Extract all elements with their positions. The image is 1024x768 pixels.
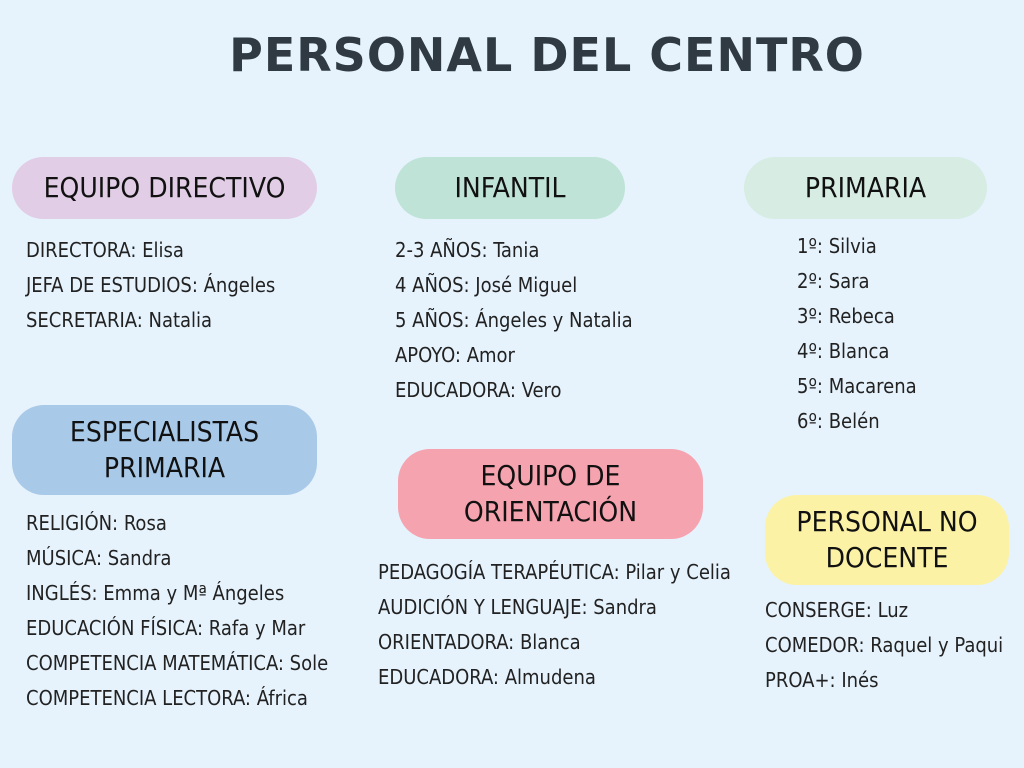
staff-entry: SECRETARIA: Natalia bbox=[26, 308, 213, 332]
primaria-heading: PRIMARIA bbox=[744, 157, 987, 219]
staff-entry: 6º: Belén bbox=[797, 409, 880, 433]
staff-entry: MÚSICA: Sandra bbox=[26, 546, 172, 570]
staff-entry: EDUCADORA: Vero bbox=[395, 378, 562, 402]
staff-entry: JEFA DE ESTUDIOS: Ángeles bbox=[26, 273, 276, 297]
staff-entry: 4 AÑOS: José Miguel bbox=[395, 273, 578, 297]
especialistas-list bbox=[26, 506, 328, 716]
staff-entry: COMEDOR: Raquel y Paqui bbox=[765, 633, 1004, 657]
staff-entry: 3º: Rebeca bbox=[797, 304, 895, 328]
staff-entry: PROA+: Inés bbox=[765, 668, 879, 692]
staff-entry: 5 AÑOS: Ángeles y Natalia bbox=[395, 308, 633, 332]
staff-entry: ORIENTADORA: Blanca bbox=[378, 630, 581, 654]
staff-entry: INGLÉS: Emma y Mª Ángeles bbox=[26, 581, 285, 605]
equipo-directivo-heading: EQUIPO DIRECTIVO bbox=[12, 157, 317, 219]
equipo-directivo-list bbox=[26, 233, 275, 338]
orientacion-heading: EQUIPO DE ORIENTACIÓN bbox=[398, 449, 703, 539]
staff-entry: EDUCACIÓN FÍSICA: Rafa y Mar bbox=[26, 616, 306, 640]
staff-entry: 5º: Macarena bbox=[797, 374, 917, 398]
no-docente-heading: PERSONAL NO DOCENTE bbox=[765, 495, 1009, 585]
staff-entry: COMPETENCIA LECTORA: África bbox=[26, 686, 308, 710]
infantil-list bbox=[395, 233, 633, 408]
staff-entry: PEDAGOGÍA TERAPÉUTICA: Pilar y Celia bbox=[378, 560, 731, 584]
primaria-list bbox=[797, 229, 917, 439]
staff-entry: 1º: Silvia bbox=[797, 234, 877, 258]
staff-entry: AUDICIÓN Y LENGUAJE: Sandra bbox=[378, 595, 657, 619]
staff-entry: 2-3 AÑOS: Tania bbox=[395, 238, 540, 262]
no-docente-list bbox=[765, 593, 1003, 698]
especialistas-heading: ESPECIALISTAS PRIMARIA bbox=[12, 405, 317, 495]
staff-entry: COMPETENCIA MATEMÁTICA: Sole bbox=[26, 651, 329, 675]
page-title: PERSONAL DEL CENTRO bbox=[229, 28, 865, 82]
staff-entry: 4º: Blanca bbox=[797, 339, 890, 363]
staff-entry: RELIGIÓN: Rosa bbox=[26, 511, 167, 535]
staff-entry: APOYO: Amor bbox=[395, 343, 515, 367]
infantil-heading: INFANTIL bbox=[395, 157, 625, 219]
staff-entry: 2º: Sara bbox=[797, 269, 870, 293]
staff-entry: EDUCADORA: Almudena bbox=[378, 665, 596, 689]
staff-entry: CONSERGE: Luz bbox=[765, 598, 909, 622]
staff-entry: DIRECTORA: Elisa bbox=[26, 238, 184, 262]
orientacion-list bbox=[378, 555, 731, 695]
